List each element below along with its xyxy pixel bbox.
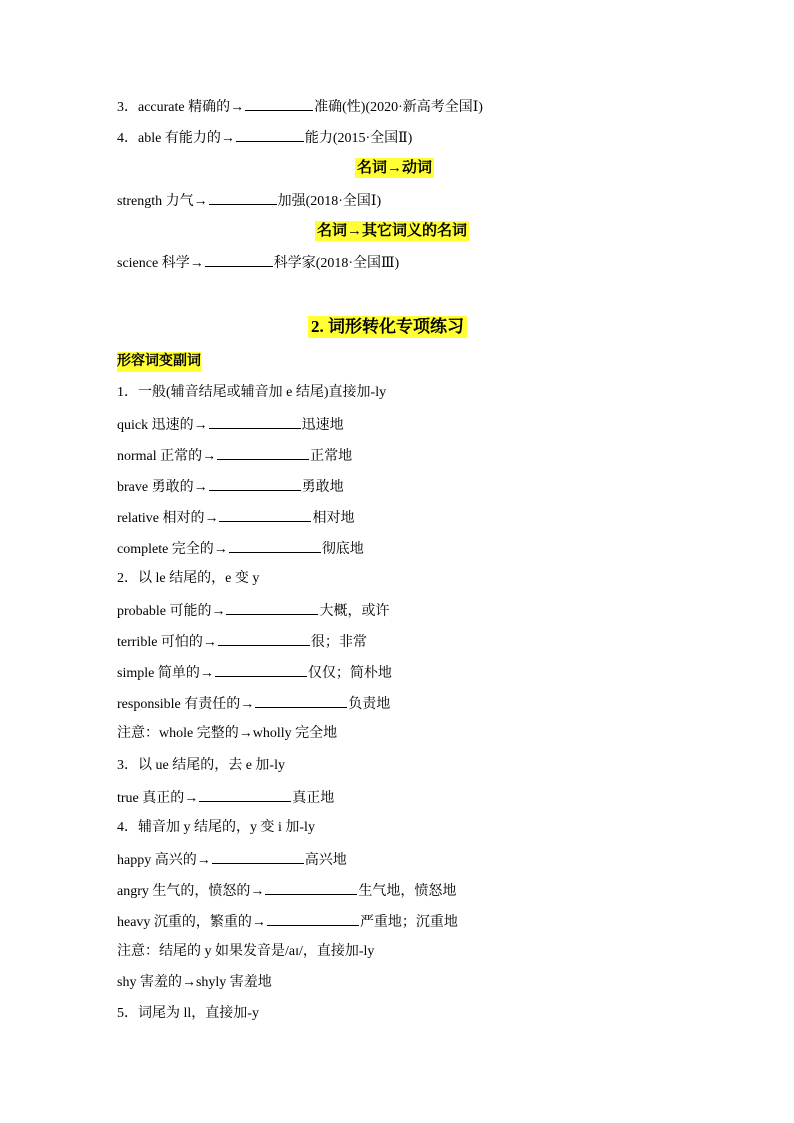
exercise-prompt: strength 力气→ [117, 194, 208, 209]
exercise-line [117, 787, 334, 809]
exercise-prompt: 3．accurate 精确的→ [117, 100, 245, 115]
exercise-hint: 科学家(2018·全国Ⅲ) [273, 256, 400, 271]
category-heading: 名词→动词 [357, 160, 433, 176]
note-line: shy 害羞的→shyly 害羞地 [117, 975, 272, 990]
exercise-prompt: brave 勇敢的→ [117, 480, 208, 495]
exercise-line [117, 96, 483, 118]
exercise-hint: 高兴地 [304, 853, 347, 868]
exercise-prompt: relative 相对的→ [117, 511, 219, 526]
exercise-line [117, 127, 412, 149]
exercise-line [117, 252, 399, 274]
answer-blank[interactable] [209, 190, 277, 205]
exercise-prompt: terrible 可怕的→ [117, 635, 217, 650]
section-subheading: 形容词变副词 [117, 352, 201, 372]
exercise-line [117, 662, 392, 684]
exercise-prompt: heavy 沉重的，繁重的→ [117, 915, 266, 930]
exercise-line [117, 600, 389, 622]
exercise-hint: 生气地，愤怒地 [358, 884, 457, 899]
exercise-prompt: happy 高兴的→ [117, 853, 211, 868]
exercise-line [117, 693, 390, 715]
exercise-line [117, 190, 381, 212]
note-line: 注意：结尾的 y 如果发音是/aɪ/，直接加-ly [117, 944, 375, 959]
answer-blank[interactable] [209, 476, 301, 491]
answer-blank[interactable] [205, 252, 273, 267]
exercise-line [117, 849, 347, 871]
rule-line: 3．以 ue 结尾的，去 e 加-ly [117, 758, 285, 773]
answer-blank[interactable] [215, 662, 307, 677]
exercise-prompt: quick 迅速的→ [117, 418, 208, 433]
answer-blank[interactable] [219, 507, 311, 522]
answer-blank[interactable] [209, 414, 301, 429]
exercise-line [117, 414, 344, 436]
answer-blank[interactable] [265, 880, 357, 895]
rule-line: 2．以 le 结尾的，e 变 y [117, 571, 260, 586]
exercise-line [117, 538, 364, 560]
rule-line: 5．词尾为 ll，直接加-y [117, 1006, 259, 1021]
exercise-hint: 负责地 [348, 697, 391, 712]
answer-blank[interactable] [199, 787, 291, 802]
rule-line: 1．一般(辅音结尾或辅音加 e 结尾)直接加-ly [117, 385, 387, 400]
exercise-hint: 正常地 [310, 449, 353, 464]
exercise-hint: 严重地；沉重地 [359, 915, 458, 930]
exercise-line [117, 476, 344, 498]
rule-line: 4．辅音加 y 结尾的，y 变 i 加-ly [117, 820, 315, 835]
exercise-hint: 能力(2015·全国Ⅱ) [304, 131, 413, 146]
answer-blank[interactable] [218, 631, 310, 646]
exercise-prompt: normal 正常的→ [117, 449, 217, 464]
category-heading: 名词→其它词义的名词 [317, 223, 468, 239]
answer-blank[interactable] [245, 96, 313, 111]
exercise-line [117, 631, 367, 653]
answer-blank[interactable] [226, 600, 318, 615]
exercise-prompt: science 科学→ [117, 256, 204, 271]
exercise-hint: 相对地 [312, 511, 355, 526]
exercise-line [117, 445, 352, 467]
exercise-hint: 大概，或许 [319, 604, 390, 619]
exercise-hint: 很；非常 [310, 635, 367, 650]
exercise-line [117, 880, 456, 902]
answer-blank[interactable] [236, 127, 304, 142]
exercise-hint: 仅仅；简朴地 [307, 666, 392, 681]
exercise-hint: 加强(2018·全国Ⅰ) [277, 194, 382, 209]
exercise-line [117, 507, 354, 529]
exercise-hint: 迅速地 [301, 418, 344, 433]
exercise-prompt: probable 可能的→ [117, 604, 226, 619]
exercise-hint: 准确(性)(2020·新高考全国Ⅰ) [314, 100, 483, 115]
answer-blank[interactable] [217, 445, 309, 460]
answer-blank[interactable] [267, 911, 359, 926]
exercise-hint: 真正地 [292, 791, 335, 806]
exercise-prompt: simple 简单的→ [117, 666, 214, 681]
exercise-prompt: true 真正的→ [117, 791, 199, 806]
section-title: 2. 词形转化专项练习 [308, 316, 467, 338]
note-line: 注意：whole 完整的→wholly 完全地 [117, 726, 338, 741]
answer-blank[interactable] [255, 693, 347, 708]
answer-blank[interactable] [229, 538, 321, 553]
exercise-hint: 彻底地 [321, 542, 364, 557]
exercise-prompt: complete 完全的→ [117, 542, 228, 557]
exercise-prompt: responsible 有责任的→ [117, 697, 255, 712]
answer-blank[interactable] [212, 849, 304, 864]
exercise-hint: 勇敢地 [301, 480, 344, 495]
exercise-line [117, 911, 458, 933]
exercise-prompt: 4．able 有能力的→ [117, 131, 235, 146]
exercise-prompt: angry 生气的，愤怒的→ [117, 884, 265, 899]
